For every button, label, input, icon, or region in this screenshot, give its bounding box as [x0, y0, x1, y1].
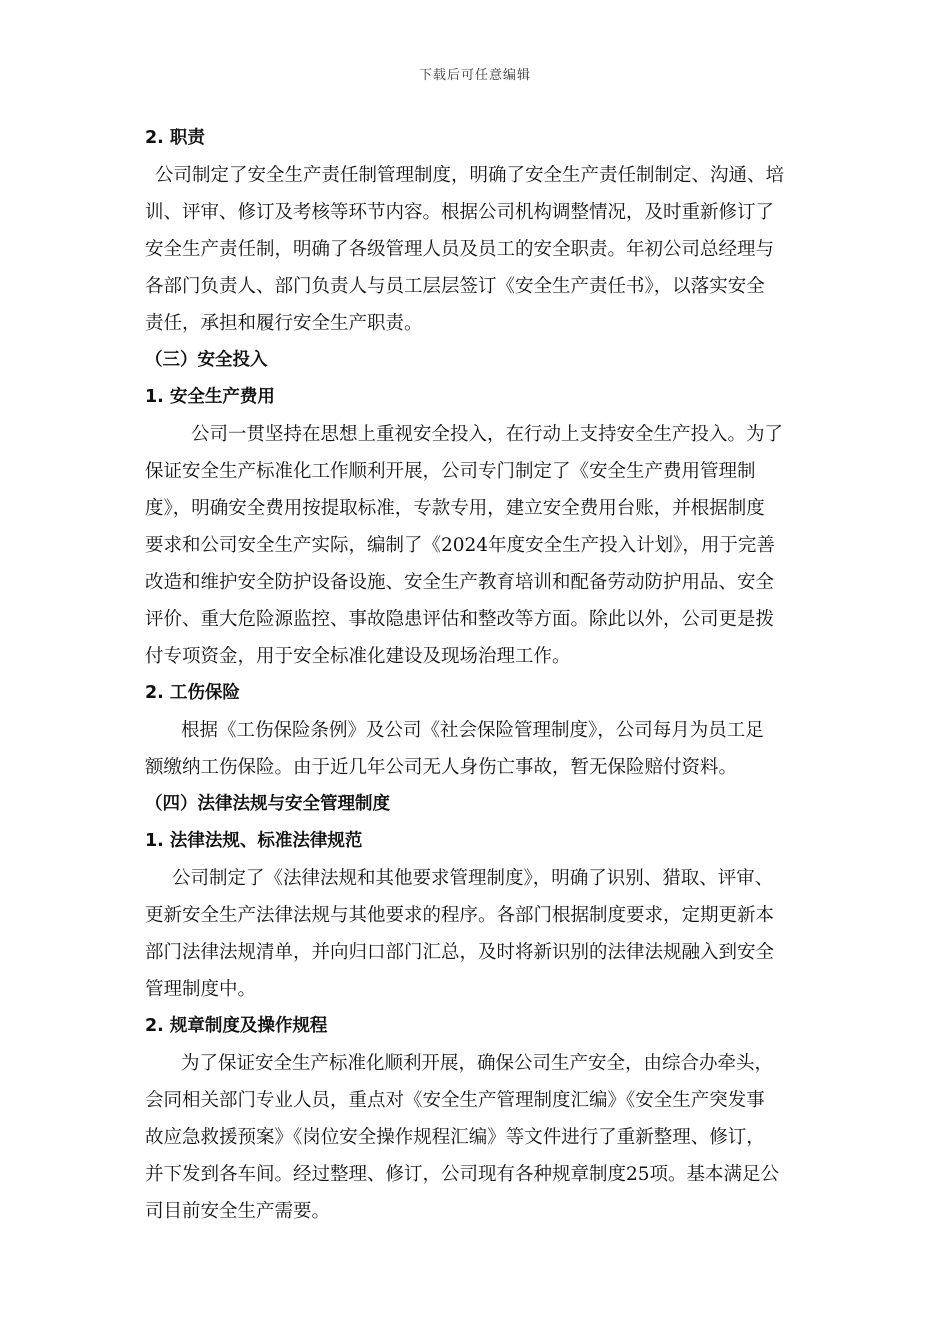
paragraph-line: 度》，明确安全费用按提取标准，专款专用，建立安全费用台账，并根据制度 — [145, 498, 765, 519]
paragraph-line: 司目前安全生产需要。 — [145, 1201, 331, 1222]
paragraph-line: 公司制定了《法律法规和其他要求管理制度》，明确了识别、猎取、评审、 — [172, 868, 774, 889]
paragraph-line: 要求和公司安全生产实际，编制了《2024年度安全生产投入计划》，用于完善 — [145, 535, 775, 556]
paragraph-line: 额缴纳工伤保险。由于近几年公司无人身伤亡事故，暂无保险赔付资料。 — [145, 757, 738, 778]
paragraph-line: 并下发到各车间。经过整理、修订，公司现有各种规章制度25项。基本满足公 — [145, 1164, 780, 1185]
paragraph-line: 安全生产责任制，明确了各级管理人员及员工的安全职责。年初公司总经理与 — [145, 239, 775, 260]
paragraph-line: 改造和维护安全防护设备设施、安全生产教育培训和配备劳动防护用品、安全 — [145, 572, 775, 593]
paragraph-line: 根据《工伤保险条例》及公司《社会保险管理制度》，公司每月为员工足 — [181, 720, 764, 741]
section-heading: 2. 规章制度及操作规程 — [145, 1016, 328, 1036]
paragraph-line: 管理制度中。 — [145, 979, 257, 1000]
paragraph-line: 各部门负责人、部门负责人与员工层层签订《安全生产责任书》，以落实安全 — [145, 276, 765, 297]
paragraph-line: 会同相关部门专业人员，重点对《安全生产管理制度汇编》《安全生产突发事 — [145, 1090, 765, 1111]
paragraph-line: 责任，承担和履行安全生产职责。 — [145, 313, 423, 334]
section-heading: 2. 工伤保险 — [145, 683, 240, 703]
paragraph-line: 更新安全生产法律法规与其他要求的程序。各部门根据制度要求，定期更新本 — [145, 905, 775, 926]
paragraph-line: 公司制定了安全生产责任制管理制度，明确了安全生产责任制制定、沟通、培 — [155, 165, 785, 186]
paragraph-line: 保证安全生产标准化工作顺利开展，公司专门制定了《安全生产费用管理制 — [145, 461, 756, 482]
document-body — [145, 120, 807, 1230]
section-heading: 1. 安全生产费用 — [145, 387, 275, 407]
section-heading: 1. 法律法规、标准法律规范 — [145, 831, 363, 851]
paragraph-line: 故应急救援预案》《岗位安全操作规程汇编》等文件进行了重新整理、修订， — [145, 1127, 765, 1148]
paragraph-line: 付专项资金，用于安全标准化建设及现场治理工作。 — [145, 646, 571, 667]
paragraph-line: 评价、重大危险源监控、事故隐患评估和整改等方面。除此以外，公司更是拨 — [145, 609, 775, 630]
section-heading: （四）法律法规与安全管理制度 — [145, 794, 390, 814]
paragraph-line: 部门法律法规清单，并向归口部门汇总，及时将新识别的法律法规融入到安全 — [145, 942, 775, 963]
paragraph-line: 训、评审、修订及考核等环节内容。根据公司机构调整情况，及时重新修订了 — [145, 202, 775, 223]
section-heading: （三）安全投入 — [145, 350, 268, 370]
paragraph-line: 为了保证安全生产标准化顺利开展，确保公司生产安全，由综合办牵头， — [181, 1053, 774, 1074]
paragraph-line: 公司一贯坚持在思想上重视安全投入，在行动上支持安全生产投入。为了 — [191, 424, 784, 445]
section-heading: 2. 职责 — [145, 128, 205, 148]
header-note: 下载后可任意编辑 — [418, 68, 531, 83]
